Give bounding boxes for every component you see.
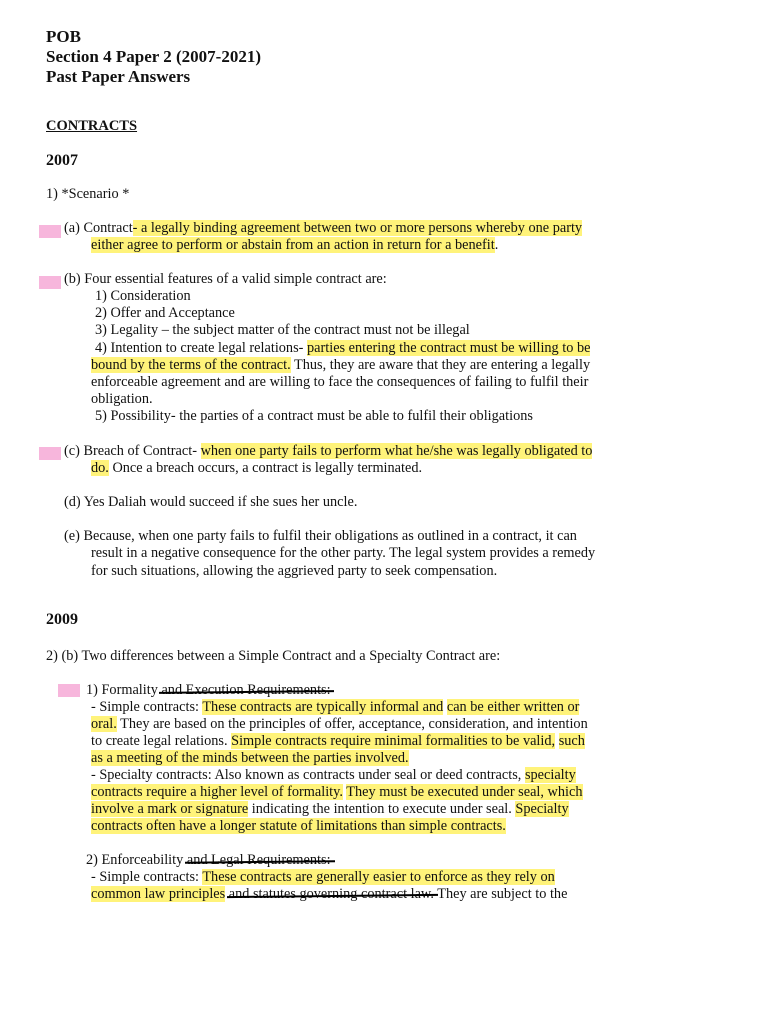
highlight: bound by the terms of the contract. [91,357,291,373]
difference-2-line1 [91,869,555,886]
answer-e-line2: result in a negative consequence for the other party. The legal system provides a remedy [91,545,596,561]
difference-1-line8 [91,818,506,835]
highlight: oral. [91,716,117,732]
answer-c-line1 [64,443,592,460]
difference-1-heading [86,682,331,699]
highlight: when one party fails to perform what he/she was legally obligated to [200,443,593,459]
feature-4-line4: obligation. [91,391,153,407]
answer-a-line2 [91,237,498,254]
struck-text: and Legal Requirements: [186,852,331,868]
feature-4-line3: enforceable agreement and are willing to face the consequences of failing to fulfil their [91,374,589,390]
difference-1-line5 [91,767,576,784]
highlight: contracts require a higher level of formality. [91,784,343,800]
text-span: 4) Intention to create legal relations- [95,340,304,356]
highlight: contracts often have a longer statute of limitations than simple contracts. [91,818,506,834]
text-span: 2) Enforceability [86,852,187,868]
struck-text: and statutes governing contract law. [228,886,434,902]
answer-e-line3: for such situations, allowing the aggrieved party to seek compensation. [91,563,498,579]
text-span: They are based on the principles of offer, acceptance, consideration, and intention [116,716,588,732]
difference-2-heading [86,852,331,869]
text-span: Once a breach occurs, a contract is legally terminated. [108,460,423,476]
highlight: parties entering the contract must be willing to be [307,340,591,356]
year-heading-2009: 2009 [46,611,78,628]
difference-1-line2 [91,716,588,733]
answer-c-line2 [91,460,422,477]
text-span: 1) Formality [86,682,162,698]
highlight: These contracts are generally easier to enforce as they rely on [202,869,555,885]
text-span: - Specialty contracts: Also known as contracts under seal or deed contracts, [91,767,525,783]
highlight: - a legally binding agreement between two or more persons whereby one party [132,220,583,236]
difference-2-line2 [91,886,567,903]
struck-text: and Execution Requirements: [161,682,331,698]
feature-5: 5) Possibility- the parties of a contract must be able to fulfil their obligations [95,408,533,424]
highlight: as a meeting of the minds between the parties involved. [91,750,409,766]
text-span: - Simple contracts: [91,869,203,885]
highlight: They must be executed under seal, which [346,784,583,800]
text-span: They are subject to the [433,886,568,902]
doc-title-line2: Section 4 Paper 2 (2007-2021) [46,47,261,66]
question-1-label: 1) *Scenario * [46,186,130,202]
text-span: Thus, they are aware that they are entering a legally [290,357,591,373]
difference-1-line7 [91,801,569,818]
highlight: specialty [524,767,576,783]
difference-1-line6 [91,784,583,801]
doc-title-line3: Past Paper Answers [46,67,191,86]
highlight: do. [91,460,109,476]
answer-d: (d) Yes Daliah would succeed if she sues her uncle. [64,494,358,510]
answer-b-intro: (b) Four essential features of a valid simple contract are: [64,271,387,287]
feature-3: 3) Legality – the subject matter of the contract must not be illegal [95,322,470,338]
difference-1-line1 [91,699,579,716]
answer-a-line1 [64,220,582,237]
text-span: indicating the intention to execute under seal. [248,801,516,817]
text-span: - Simple contracts: [91,699,203,715]
feature-1: 1) Consideration [95,288,191,304]
highlight: These contracts are typically informal and [202,699,444,715]
highlight: common law principles [91,886,226,902]
pink-marker [39,276,61,289]
topic-heading: CONTRACTS [46,118,138,134]
answer-e-line1: (e) Because, when one party fails to fulfil their obligations as outlined in a contract, it can [64,528,577,544]
difference-1-line4 [91,750,409,767]
highlight: such [558,733,585,749]
feature-2: 2) Offer and Acceptance [95,305,235,321]
difference-1-line3 [91,733,585,750]
highlight: involve a mark or signature [91,801,249,817]
highlight: can be either written or [446,699,580,715]
year-heading-2007: 2007 [46,152,78,169]
text-span: . [494,237,499,253]
pink-marker [58,684,80,697]
text-span: to create legal relations. [91,733,232,749]
doc-title-line1: POB [46,27,81,46]
question-2-label: 2) (b) Two differences between a Simple Contract and a Specialty Contract are: [46,648,501,664]
pink-marker [39,225,61,238]
answer-a-label: (a) Contract [64,220,133,236]
feature-4-line1 [95,340,590,357]
highlight: either agree to perform or abstain from an action in return for a benefit [91,237,495,253]
pink-marker [39,447,61,460]
highlight: Simple contracts require minimal formalities to be valid, [231,733,556,749]
text-span: (c) Breach of Contract- [64,443,197,459]
feature-4-line2 [91,357,590,374]
highlight: Specialty [515,801,569,817]
